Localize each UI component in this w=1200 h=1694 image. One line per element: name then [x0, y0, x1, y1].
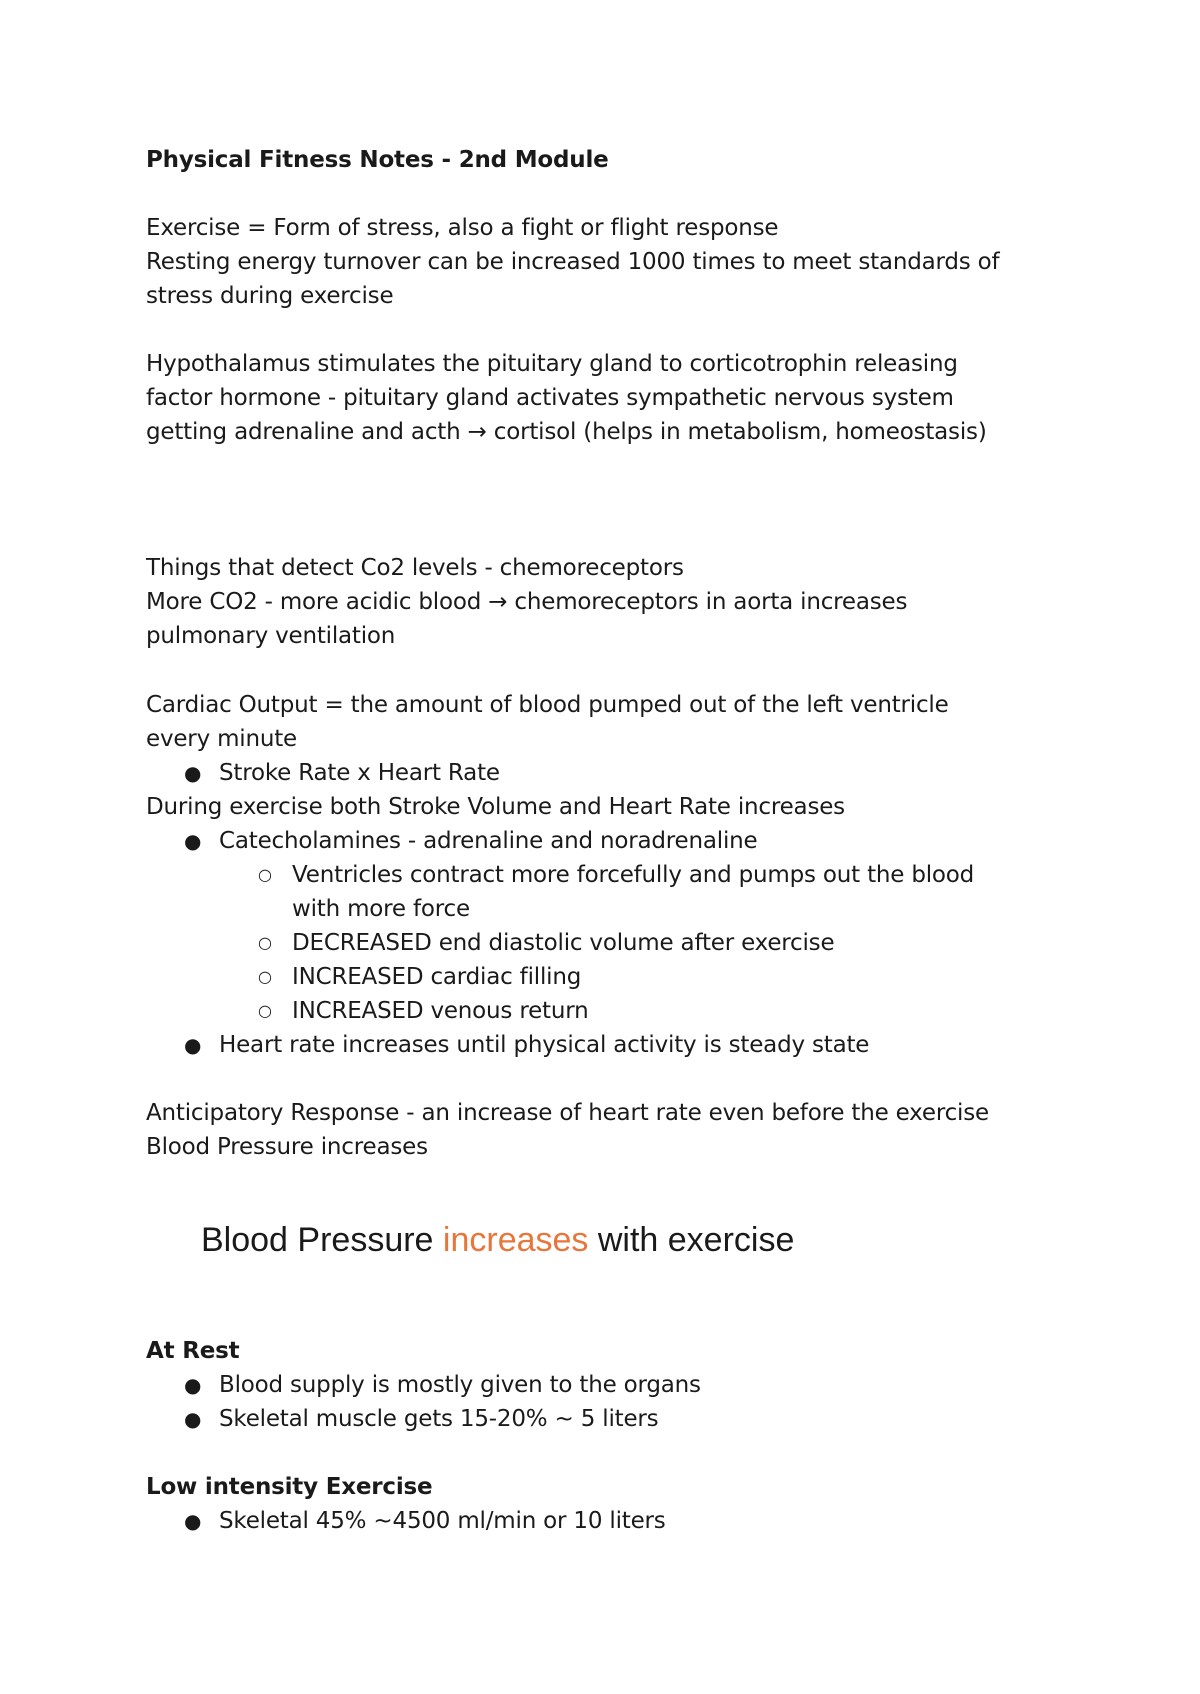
blood-pressure-image-caption [201, 1218, 794, 1262]
co2-line-1: Things that detect Co2 levels - chemoreceptors [146, 555, 684, 581]
at-rest-item-2: Skeletal muscle gets 15-20% ~ 5 liters [219, 1406, 659, 1432]
document-title: Physical Fitness Notes - 2nd Module [146, 147, 609, 173]
low-intensity-heading: Low intensity Exercise [146, 1474, 433, 1500]
bullet-icon: ● [184, 1509, 202, 1533]
bullet-icon: ● [184, 1407, 202, 1431]
bullet-icon: ● [184, 1033, 202, 1057]
sub-item-1-continued: with more force [292, 896, 470, 922]
sub-item-1: Ventricles contract more forcefully and pumps out the blood [292, 862, 975, 888]
caption-part-1: Blood Pressure [201, 1221, 443, 1259]
sub-item-3: INCREASED cardiac filling [292, 964, 582, 990]
bullet-icon: ● [184, 1373, 202, 1397]
cardiac-bullet: Stroke Rate x Heart Rate [219, 760, 500, 786]
bullet-icon: ● [184, 761, 202, 785]
sub-item-4: INCREASED venous return [292, 998, 589, 1024]
cardiac-line-1: Cardiac Output = the amount of blood pumped out of the left ventricle [146, 692, 949, 718]
heart-rate-bullet: Heart rate increases until physical activity is steady state [219, 1032, 870, 1058]
catecholamines-bullet: Catecholamines - adrenaline and noradrenaline [219, 828, 758, 854]
intro-line-2: Resting energy turnover can be increased 1000 times to meet standards of [146, 249, 1000, 275]
hypothalamus-line-2: factor hormone - pituitary gland activates sympathetic nervous system [146, 385, 954, 411]
during-exercise-line: During exercise both Stroke Volume and Heart Rate increases [146, 794, 845, 820]
co2-line-3: pulmonary ventilation [146, 623, 396, 649]
hypothalamus-line-1: Hypothalamus stimulates the pituitary gland to corticotrophin releasing [146, 351, 958, 377]
sub-bullet-icon: ○ [258, 865, 272, 884]
sub-bullet-icon: ○ [258, 967, 272, 986]
anticipatory-line-2: Blood Pressure increases [146, 1134, 428, 1160]
intro-line-1: Exercise = Form of stress, also a fight or flight response [146, 215, 779, 241]
sub-bullet-icon: ○ [258, 1001, 272, 1020]
hypothalamus-line-3: getting adrenaline and acth → cortisol (helps in metabolism, homeostasis) [146, 419, 987, 445]
caption-part-2: with exercise [588, 1221, 795, 1259]
sub-bullet-icon: ○ [258, 933, 272, 952]
cardiac-line-2: every minute [146, 726, 298, 752]
anticipatory-line-1: Anticipatory Response - an increase of heart rate even before the exercise [146, 1100, 989, 1126]
intro-line-3: stress during exercise [146, 283, 394, 309]
at-rest-heading: At Rest [146, 1338, 240, 1364]
sub-item-2: DECREASED end diastolic volume after exercise [292, 930, 835, 956]
caption-highlight: increases [442, 1221, 589, 1259]
co2-line-2: More CO2 - more acidic blood → chemoreceptors in aorta increases [146, 589, 908, 615]
at-rest-item-1: Blood supply is mostly given to the organs [219, 1372, 701, 1398]
low-intensity-item-1: Skeletal 45% ~4500 ml/min or 10 liters [219, 1508, 666, 1534]
bullet-icon: ● [184, 829, 202, 853]
